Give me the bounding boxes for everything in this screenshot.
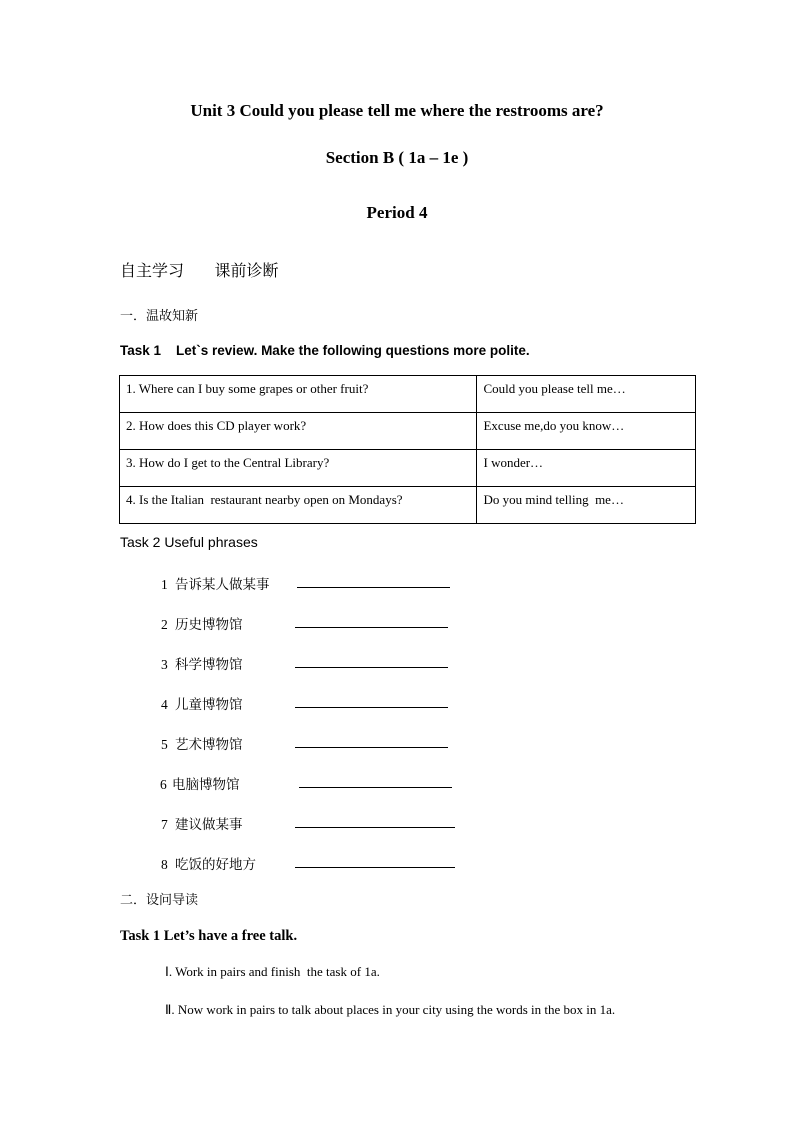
phrase-number: 5 (161, 737, 168, 752)
answer-blank[interactable] (295, 627, 448, 628)
free-talk-task-label: Task 1 Let’s have a free talk. (120, 928, 298, 944)
part2-heading: 二．设问导读 (120, 893, 199, 908)
phrase-text: 电脑博物馆 (172, 777, 240, 793)
phrase-text: 艺术博物馆 (175, 737, 243, 753)
phrase-text: 科学博物馆 (175, 657, 243, 673)
table-row (120, 487, 696, 524)
phrase-item (161, 573, 270, 593)
table-row (120, 376, 696, 413)
phrase-number: 1 (161, 577, 168, 592)
phrase-item (161, 853, 256, 873)
answer-blank[interactable] (295, 867, 455, 868)
prompt-cell: I wonder… (477, 450, 696, 487)
phrase-number: 7 (161, 817, 168, 832)
phrase-item (161, 813, 243, 833)
phrase-number: 8 (161, 857, 168, 872)
answer-blank[interactable] (295, 707, 448, 708)
question-cell: 3. How do I get to the Central Library? (120, 450, 477, 487)
task2-label: Task 2 Useful phrases (120, 534, 258, 550)
prompt-cell: Excuse me,do you know… (477, 413, 696, 450)
phrase-number: 6 (160, 777, 167, 792)
phrase-number: 2 (161, 617, 168, 632)
phrase-item (160, 773, 240, 793)
phrase-item (161, 653, 243, 673)
phrase-text: 儿童博物馆 (175, 697, 243, 713)
review-table (119, 375, 696, 524)
phrase-item (161, 693, 243, 713)
prompt-cell: Do you mind telling me… (477, 487, 696, 524)
phrase-text: 建议做某事 (175, 817, 243, 833)
answer-blank[interactable] (299, 787, 452, 788)
prompt-cell: Could you please tell me… (477, 376, 696, 413)
table-row (120, 450, 696, 487)
answer-blank[interactable] (295, 747, 448, 748)
answer-blank[interactable] (295, 827, 455, 828)
instruction-item: Ⅰ. Work in pairs and finish the task of 1a. (165, 964, 380, 979)
phrase-number: 3 (161, 657, 168, 672)
question-cell: 2. How does this CD player work? (120, 413, 477, 450)
answer-blank[interactable] (295, 667, 448, 668)
instruction-item: Ⅱ. Now work in pairs to talk about places in your city using the words in the box in 1a. (165, 1002, 616, 1017)
question-cell: 1. Where can I buy some grapes or other fruit? (120, 376, 477, 413)
phrase-item (161, 613, 243, 633)
answer-blank[interactable] (297, 587, 450, 588)
phrase-number: 4 (161, 697, 168, 712)
question-cell: 4. Is the Italian restaurant nearby open on Mondays? (120, 487, 477, 524)
phrase-text: 历史博物馆 (175, 617, 243, 633)
phrase-item (161, 733, 243, 753)
table-row (120, 413, 696, 450)
period-title: Period 4 (366, 203, 428, 222)
unit-title: Unit 3 Could you please tell me where the restrooms are? (190, 101, 604, 120)
part1-heading: 一．温故知新 (120, 309, 199, 324)
phrase-text: 吃饭的好地方 (175, 857, 256, 873)
preview-heading: 自主学习 课前诊断 (120, 261, 279, 280)
task1-label: Task 1 Let`s review. Make the following questions more polite. (120, 343, 530, 358)
section-title: Section B ( 1a – 1e ) (325, 148, 469, 167)
phrase-text: 告诉某人做某事 (175, 577, 270, 593)
